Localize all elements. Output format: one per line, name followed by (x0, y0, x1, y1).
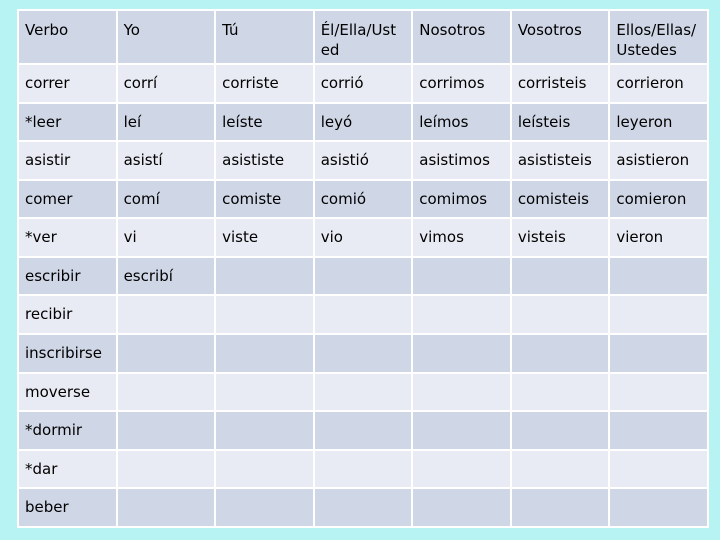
table-row (19, 104, 707, 141)
conjugation-cell (413, 258, 510, 295)
conjugation-table (17, 9, 709, 528)
conjugation-cell (315, 374, 412, 411)
header-row (19, 11, 707, 63)
verb-cell: recibir (19, 296, 116, 333)
verb-cell: moverse (19, 374, 116, 411)
conjugation-cell: asistieron (610, 142, 707, 179)
conjugation-table-container (17, 9, 709, 528)
conjugation-cell: asistimos (413, 142, 510, 179)
conjugation-cell (118, 451, 215, 488)
conjugation-cell: asistí (118, 142, 215, 179)
conjugation-cell (315, 335, 412, 372)
conjugation-cell (610, 374, 707, 411)
table-row (19, 142, 707, 179)
conjugation-cell (118, 489, 215, 526)
conjugation-cell (118, 412, 215, 449)
conjugation-cell: corriste (216, 65, 313, 102)
table-row (19, 489, 707, 526)
conjugation-cell (216, 374, 313, 411)
table-row (19, 219, 707, 256)
conjugation-cell (512, 335, 609, 372)
conjugation-cell (512, 374, 609, 411)
verb-cell: *dormir (19, 412, 116, 449)
table-row (19, 374, 707, 411)
header-yo: Yo (118, 11, 215, 63)
conjugation-cell (118, 335, 215, 372)
conjugation-cell (610, 335, 707, 372)
verb-cell: *ver (19, 219, 116, 256)
verb-cell: inscribirse (19, 335, 116, 372)
conjugation-cell: vieron (610, 219, 707, 256)
verb-cell: comer (19, 181, 116, 218)
conjugation-cell: leyeron (610, 104, 707, 141)
conjugation-cell: corrimos (413, 65, 510, 102)
conjugation-cell: vimos (413, 219, 510, 256)
conjugation-cell (610, 258, 707, 295)
verb-cell: *dar (19, 451, 116, 488)
header-vosotros: Vosotros (512, 11, 609, 63)
conjugation-cell: comimos (413, 181, 510, 218)
conjugation-cell: comieron (610, 181, 707, 218)
conjugation-cell (216, 258, 313, 295)
table-row (19, 258, 707, 295)
conjugation-cell (610, 451, 707, 488)
conjugation-cell (413, 296, 510, 333)
conjugation-cell (512, 258, 609, 295)
conjugation-cell (118, 296, 215, 333)
conjugation-cell (216, 489, 313, 526)
conjugation-cell (413, 451, 510, 488)
conjugation-cell (413, 489, 510, 526)
header-nosotros: Nosotros (413, 11, 510, 63)
conjugation-cell: vio (315, 219, 412, 256)
header-el-ella-usted: Él/Ella/Usted (315, 11, 412, 63)
conjugation-cell: escribí (118, 258, 215, 295)
verb-cell: asistir (19, 142, 116, 179)
conjugation-cell: leyó (315, 104, 412, 141)
conjugation-cell (512, 489, 609, 526)
conjugation-cell (512, 451, 609, 488)
table-row (19, 335, 707, 372)
conjugation-cell (610, 412, 707, 449)
conjugation-cell: comisteis (512, 181, 609, 218)
header-ellos-ellas-ustedes: Ellos/Ellas/Ustedes (610, 11, 707, 63)
conjugation-cell: corrí (118, 65, 215, 102)
conjugation-cell (610, 489, 707, 526)
verb-cell: *leer (19, 104, 116, 141)
conjugation-cell: comiste (216, 181, 313, 218)
conjugation-cell (216, 296, 313, 333)
conjugation-cell (216, 451, 313, 488)
conjugation-cell: corrieron (610, 65, 707, 102)
conjugation-cell (315, 296, 412, 333)
conjugation-cell (413, 335, 510, 372)
conjugation-cell: asististeis (512, 142, 609, 179)
table-row (19, 65, 707, 102)
conjugation-cell: corrió (315, 65, 412, 102)
verb-cell: correr (19, 65, 116, 102)
verb-cell: escribir (19, 258, 116, 295)
conjugation-cell (216, 412, 313, 449)
conjugation-cell (610, 296, 707, 333)
table-row (19, 451, 707, 488)
conjugation-cell: viste (216, 219, 313, 256)
conjugation-cell: leímos (413, 104, 510, 141)
table-row (19, 296, 707, 333)
verb-cell: beber (19, 489, 116, 526)
conjugation-cell (315, 489, 412, 526)
conjugation-cell: leí (118, 104, 215, 141)
conjugation-cell (315, 412, 412, 449)
table-row (19, 412, 707, 449)
conjugation-cell: visteis (512, 219, 609, 256)
conjugation-cell (315, 258, 412, 295)
header-verbo: Verbo (19, 11, 116, 63)
conjugation-cell: leísteis (512, 104, 609, 141)
conjugation-cell (216, 335, 313, 372)
conjugation-cell: comió (315, 181, 412, 218)
conjugation-cell: corristeis (512, 65, 609, 102)
conjugation-cell: vi (118, 219, 215, 256)
conjugation-cell: leíste (216, 104, 313, 141)
header-tu: Tú (216, 11, 313, 63)
conjugation-cell: asistió (315, 142, 412, 179)
table-row (19, 181, 707, 218)
conjugation-cell: comí (118, 181, 215, 218)
conjugation-cell (413, 412, 510, 449)
conjugation-cell (512, 296, 609, 333)
conjugation-cell (118, 374, 215, 411)
conjugation-cell (315, 451, 412, 488)
conjugation-cell (413, 374, 510, 411)
conjugation-cell: asististe (216, 142, 313, 179)
conjugation-cell (512, 412, 609, 449)
